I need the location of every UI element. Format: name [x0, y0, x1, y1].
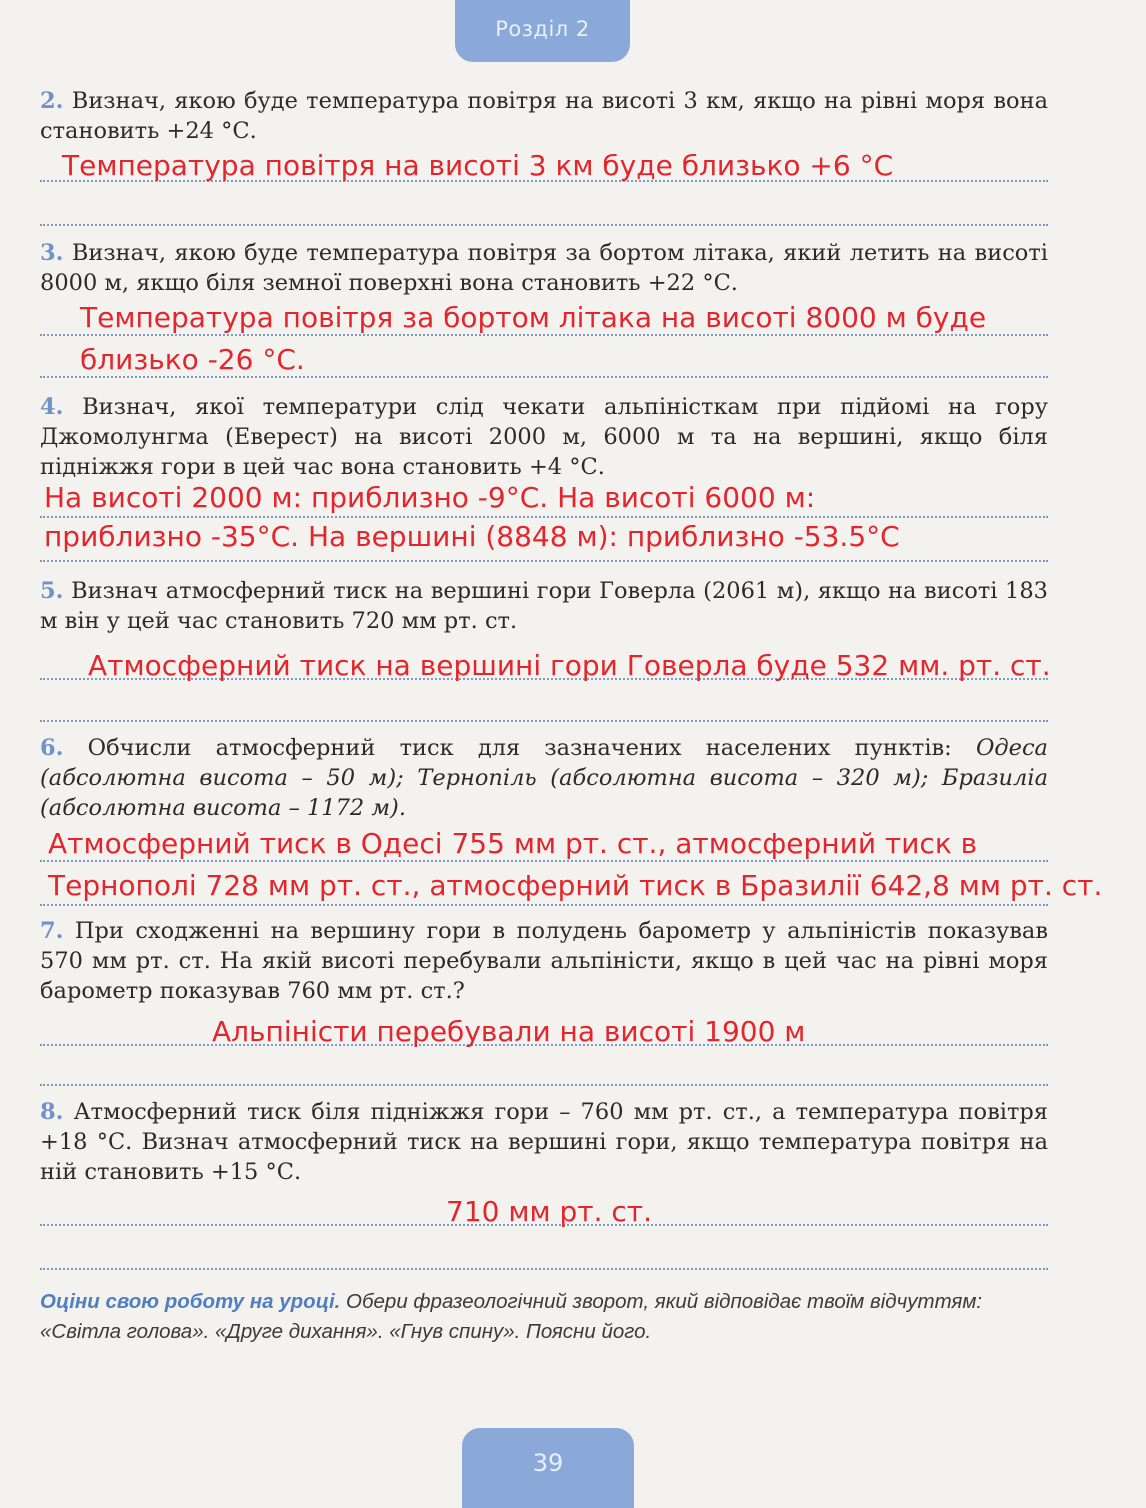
- task-text: Визнач, якої температури слід чекати альпіністкам при підйомі на гору Джомолунгма (Еверест) на висоті 2000 м, 6000 м та на вершині, якщо біля підніжжя гори в цей час вона становить +4 °С.: [40, 394, 1048, 480]
- answer-line: [40, 904, 1048, 906]
- task-5: [40, 576, 1048, 636]
- answer-text: Температура повітря за бортом літака на висоті 8000 м буде: [80, 301, 987, 334]
- task-text: Обчисли атмосферний тиск для зазначених населених пунктів:: [87, 735, 976, 761]
- self-assessment: [40, 1287, 1050, 1347]
- answer-line: [40, 720, 1048, 722]
- answer-text: близько -26 °С.: [80, 343, 305, 376]
- answer-text: Атмосферний тиск на вершині гори Говерла буде 532 мм. рт. ст.: [88, 649, 1051, 682]
- answer-line: [40, 560, 1048, 562]
- task-text-italic: Одеса (абсолютна висота – 50 м); Тернопіль (абсолютна висота – 320 м); Бразиліа (абсолютна висота – 1172 м).: [40, 735, 1048, 821]
- answer-line: [40, 376, 1048, 378]
- page-number-tab: [462, 1428, 634, 1508]
- answer-text: Тернополі 728 мм рт. ст., атмосферний тиск в Бразилії 642,8 мм рт. ст.: [48, 869, 1103, 902]
- answer-line: [40, 1268, 1048, 1270]
- task-text: Визнач атмосферний тиск на вершині гори Говерла (2061 м), якщо на висоті 183 м він у цей час становить 720 мм рт. ст.: [40, 578, 1048, 634]
- task-number: 6.: [40, 735, 64, 761]
- task-number: 5.: [40, 578, 64, 604]
- section-tab: [455, 0, 630, 62]
- task-number: 4.: [40, 394, 64, 420]
- section-label: Розділ 2: [495, 17, 590, 41]
- task-2: [40, 86, 1048, 146]
- task-number: 3.: [40, 240, 64, 266]
- answer-line: [40, 1084, 1048, 1086]
- answer-line: [40, 516, 1048, 518]
- task-text: Визнач, якою буде температура повітря на висоті 3 км, якщо на рівні моря вона становить +24 °С.: [40, 88, 1048, 144]
- answer-text: Температура повітря на висоті 3 км буде близько +6 °С: [62, 149, 894, 182]
- task-4: [40, 392, 1048, 482]
- answer-text: На висоті 2000 м: приблизно -9°С. На висоті 6000 м:: [44, 481, 816, 514]
- answer-line: [40, 334, 1048, 336]
- answer-text: 710 мм рт. ст.: [446, 1195, 652, 1228]
- answer-line: [40, 860, 1048, 862]
- task-text: При сходженні на вершину гори в полудень барометр у альпіністів показував 570 мм рт. ст. На якій висоті перебували альпіністи, якщо в цей час на рівні моря барометр показував 760 мм рт. ст.?: [40, 918, 1048, 1004]
- answer-text: Атмосферний тиск в Одесі 755 мм рт. ст., атмосферний тиск в: [48, 827, 978, 860]
- self-assessment-lead: Оціни свою роботу на уроці.: [40, 1290, 341, 1313]
- task-number: 8.: [40, 1099, 64, 1125]
- answer-line: [40, 224, 1048, 226]
- task-6: [40, 733, 1048, 823]
- task-8: [40, 1097, 1048, 1187]
- answer-text: приблизно -35°С. На вершині (8848 м): приблизно -53.5°С: [44, 520, 900, 553]
- answer-text: Альпіністи перебували на висоті 1900 м: [212, 1015, 806, 1048]
- page-number: 39: [532, 1449, 564, 1477]
- task-number: 2.: [40, 88, 64, 114]
- task-3: [40, 238, 1048, 298]
- task-text: Атмосферний тиск біля підніжжя гори – 760 мм рт. ст., а температура повітря +18 °С. Визнач атмосферний тиск на вершині гори, якщо температура повітря на ній становить +15 °С.: [40, 1099, 1049, 1185]
- task-7: [40, 916, 1048, 1006]
- task-text: Визнач, якою буде температура повітря за бортом літака, який летить на висоті 8000 м, якщо біля земної поверхні вона становить +22 °С.: [40, 240, 1048, 296]
- self-assessment-text: Обери фразеологічний зворот, який відповідає твоїм відчуттям: «Світла голова». «Друге дихання». «Гнув спину». Поясни його.: [40, 1290, 983, 1343]
- task-number: 7.: [40, 918, 64, 944]
